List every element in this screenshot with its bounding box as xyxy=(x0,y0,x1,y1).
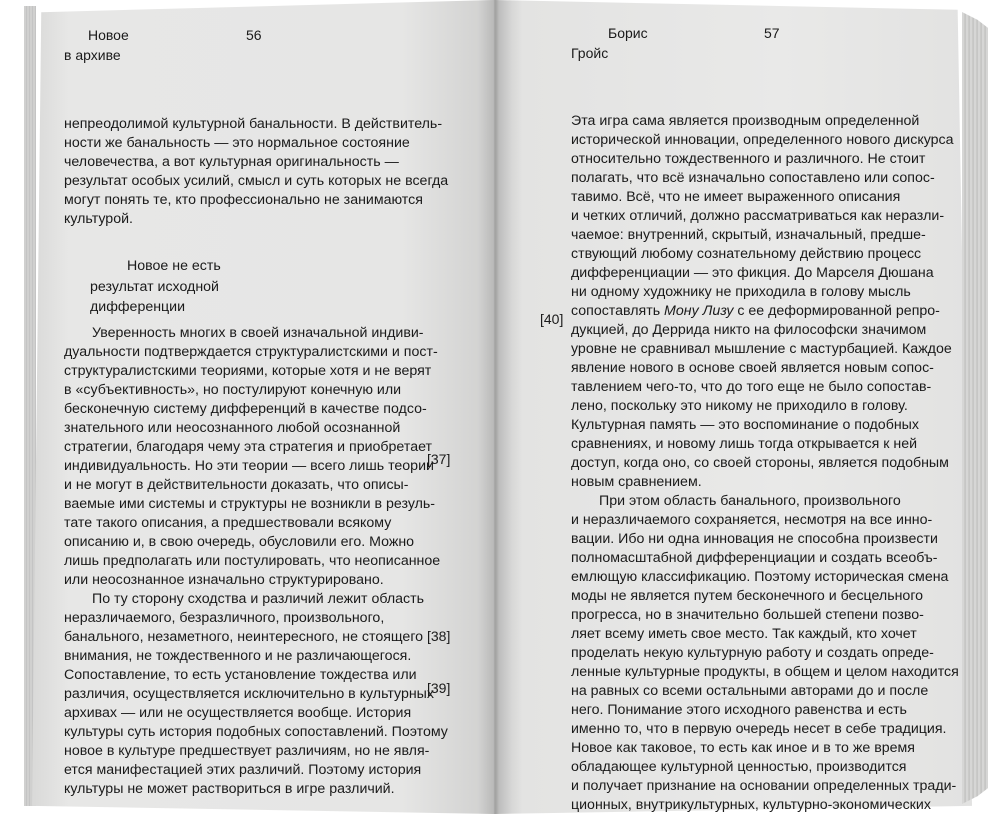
left-running-title-line-1: Новое xyxy=(88,27,129,43)
footnote-ref-37: [37] xyxy=(427,451,451,467)
text-line: ленные культурные продукты, в общем и целом находится xyxy=(571,664,959,680)
text-line: ни одному художнику не приходила в голову мысль xyxy=(571,284,911,300)
text-line: вации. Ибо ни одна инновация не способна произвести xyxy=(571,531,938,547)
text-line: полагать, что всё изначально сопоставлено или сопос- xyxy=(571,170,935,186)
text-line: ляет всему иметь свое место. Так каждый, кто хочет xyxy=(571,626,917,642)
text-line: относительно тождественного и различного. Не стоит xyxy=(571,151,926,167)
right-running-title-line-1: Борис xyxy=(608,25,648,41)
text-line: знательного или неосознанного любой осознанной xyxy=(64,420,401,436)
left-page-number: 56 xyxy=(246,27,262,43)
text-line: Новое как таковое, то есть как иное и в то же время xyxy=(571,740,915,756)
italic-title: Мону Лизу xyxy=(664,303,734,319)
text-line: непреодолимой культурной банальности. В действитель- xyxy=(64,116,443,132)
right-running-title-line-2: Гройс xyxy=(571,45,609,61)
text-line: Уверенность многих в своей изначальной индиви- xyxy=(92,325,424,341)
text-line: культуры не может раствориться в игре различий. xyxy=(64,781,395,797)
text-line: проделать некую культурную работу и создать опреде- xyxy=(571,645,934,661)
text-line: По ту сторону сходства и различий лежит область xyxy=(92,591,424,607)
text-line: исторической инновации, определенного нового дискурса xyxy=(571,132,954,148)
text-line: стратегии, благодаря чему эта стратегия и приобретает xyxy=(64,439,432,455)
text-line: описанию и, в свою очередь, обусловили его. Можно xyxy=(64,534,415,550)
text-line: или неосознанное изначально структурировано. xyxy=(64,572,384,588)
section-heading xyxy=(90,256,221,318)
text-line: внимания, не тождественного и не различающегося. xyxy=(64,648,412,664)
text-line: могут понять те, кто профессионально не занимаются xyxy=(64,192,423,208)
text-line: обладающее культурной ценностью, производится xyxy=(571,759,907,775)
text-line: моды не является путем бесконечного и бесцельного xyxy=(571,588,924,604)
text-line: лено, поскольку это никому не приходило в голову. xyxy=(571,398,908,414)
text-line: дифференциации — это фикция. До Марселя Дюшана xyxy=(571,265,934,281)
footnote-ref-40: [40] xyxy=(540,311,564,327)
text-line: именно то, что в первую очередь несет в себе традиция. xyxy=(571,721,947,737)
text-line: тавимо. Всё, что не имеет выраженного описания xyxy=(571,189,901,205)
section-heading-line-1: Новое не есть xyxy=(127,258,221,274)
text-line: ционных, внутрикультурных, культурно-экономических xyxy=(571,797,931,813)
text-line: и четких отличий, должно рассматриваться как неразли- xyxy=(571,208,945,224)
text-line: тате такого описания, а предшествовали всякому xyxy=(64,515,392,531)
text-line: дукцией, до Деррида никто на философски значимом xyxy=(571,322,927,338)
text-line: уровне не сравнивал мышление с мастурбацией. Каждое xyxy=(571,341,952,357)
text-line: Сопоставление, то есть установление тождества или xyxy=(64,667,417,683)
text-line: структуралистскими теориями, которые хотя и не верят xyxy=(64,363,432,379)
right-page-edges xyxy=(962,12,988,804)
left-paragraph-2 xyxy=(64,324,448,799)
text-line: и не могут в действительности доказать, что описы- xyxy=(64,477,409,493)
text-line: лишь предполагать или постулировать, что неописанное xyxy=(64,553,441,569)
text-line: на равных со всеми остальными авторами до и после xyxy=(571,683,929,699)
text-line: дуальности подтверждается структуралистскими и пост- xyxy=(64,344,438,360)
text-line: Культурная память — это воспоминание о подобных xyxy=(571,417,919,433)
text-line-with-italic xyxy=(571,302,961,321)
footnote-ref-38: [38] xyxy=(427,628,451,644)
book-spine-shadow xyxy=(478,0,512,814)
text-line: ствующий любому сознательному действию процесс xyxy=(571,246,922,262)
text-line: архивах — или не осуществляется вообще. История xyxy=(64,705,412,721)
left-paragraph-1 xyxy=(64,115,449,229)
text-line: ности же банальность — это нормальное состояние xyxy=(64,135,410,151)
text-line: и получает признание на основании определенных тради- xyxy=(571,778,957,794)
text-line: тавлением чего-то, что до того еще не было сопостав- xyxy=(571,379,932,395)
section-heading-line-2: результат исходной xyxy=(90,278,219,295)
text-line: культуры суть история подобных сопоставлений. Поэтому xyxy=(64,724,448,740)
text-line: ваемые ими системы и структуры не возникли в резуль- xyxy=(64,496,436,512)
text-line: новое в культуре предшествует различиям, но не явля- xyxy=(64,743,430,759)
text-line: индивидуальность. Но эти теории — всего лишь теории xyxy=(64,458,434,474)
text-segment: с ее деформированной репро- xyxy=(733,303,940,319)
right-running-title xyxy=(571,23,648,63)
section-heading-line-3: дифференции xyxy=(90,299,186,315)
text-line: явление нового в основе своей является новым сопос- xyxy=(571,360,934,376)
right-paragraph-1 xyxy=(571,112,961,815)
right-page-number: 57 xyxy=(764,25,780,41)
left-running-title-line-2: в архиве xyxy=(64,47,121,63)
text-line: различия, осуществляется исключительно в культурных xyxy=(64,686,434,702)
text-line: бесконечную систему дифференций в качестве подсо- xyxy=(64,401,427,417)
text-line: Эта игра сама является производным определенной xyxy=(571,113,920,129)
text-line: человечества, а вот культурная оригинальность — xyxy=(64,154,399,170)
text-line: доступ, когда оно, со своей стороны, является подобным xyxy=(571,455,949,471)
text-line: прогресса, но в значительно большей степени позво- xyxy=(571,607,924,623)
text-line: При этом область банального, произвольного xyxy=(599,493,901,509)
text-line: неразличаемого, безразличного, произвольного, xyxy=(64,610,385,626)
footnote-ref-39: [39] xyxy=(427,680,451,696)
left-running-title xyxy=(64,25,129,65)
text-line: новым сравнением. xyxy=(571,474,702,490)
text-line: культурой. xyxy=(64,211,133,227)
text-line: сравнениях, и новому лишь тогда открывается к ней xyxy=(571,436,918,452)
text-line: него. Понимание этого исходного равенства и есть xyxy=(571,702,907,718)
text-line: в «субъективность», но постулируют конечную или xyxy=(64,382,402,398)
text-segment: сопоставлять xyxy=(571,303,665,319)
text-line: чаемое: внутренний, скрытый, изначальный, предше- xyxy=(571,227,926,243)
text-line: и неразличаемого сохраняется, несмотря на все инно- xyxy=(571,512,933,528)
text-line: емлющую классификацию. Поэтому историческая смена xyxy=(571,569,949,585)
text-line: банального, незаметного, неинтересного, не стоящего xyxy=(64,629,424,645)
text-line: результат особых усилий, смысл и суть которых не всегда xyxy=(64,173,449,189)
text-line: полномасштабной дифференциации и создать всеобъ- xyxy=(571,550,938,566)
text-line: ется манифестацией этих различий. Поэтому история xyxy=(64,762,422,778)
